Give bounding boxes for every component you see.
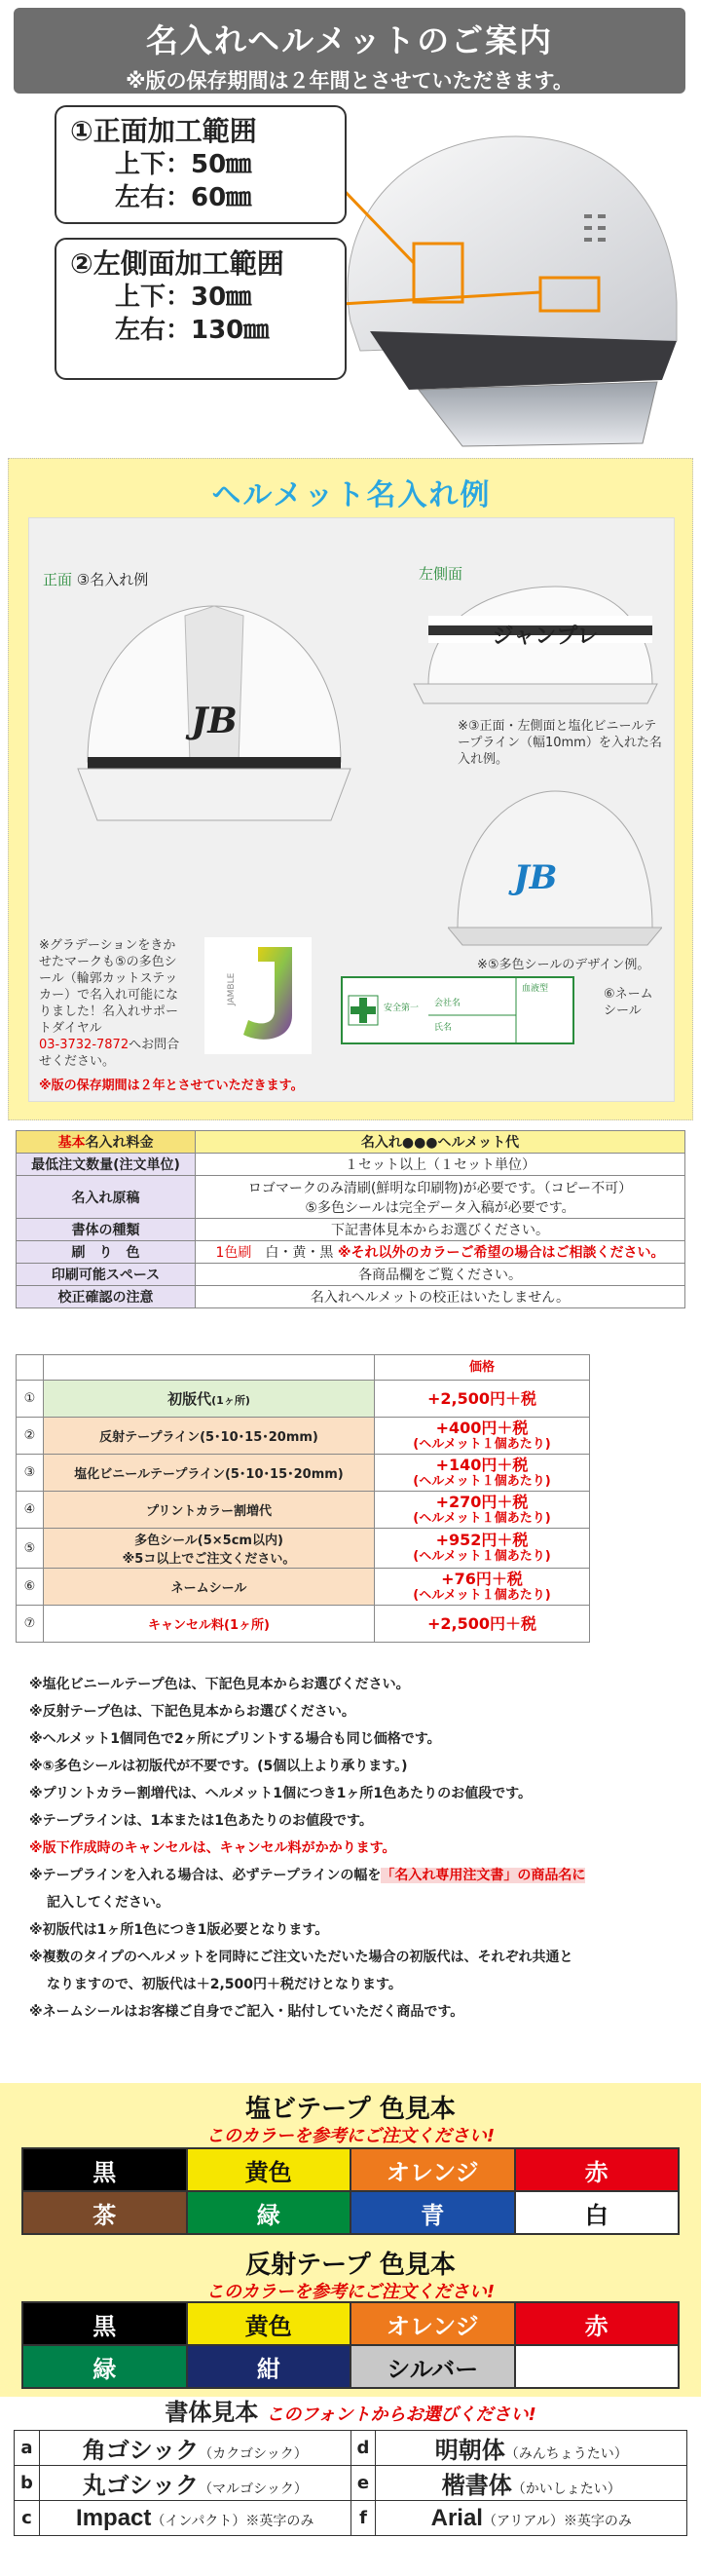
front-range-vertical: 上下：50㎜ (115, 150, 252, 179)
note-item: 記入してください。 (47, 1895, 169, 1911)
helmet-illustration (292, 97, 691, 448)
note-item: ※ネームシールはお客様ご自身でご記入・貼付していただく商品です。 (29, 2004, 464, 2020)
table-row: 書体の種類 下記書体見本からお選びください。 (17, 1219, 685, 1241)
color-swatch: 赤 (515, 2148, 680, 2191)
support-dial: 03-3732-7872 (39, 1038, 129, 1052)
notes-list (29, 1671, 682, 2026)
jb-logo: JB (191, 701, 238, 741)
side-banner-text: ジャンプレ (492, 625, 599, 649)
table-row: ⑥ ネームシール +76円＋税 (ヘルメット１個あたり) (17, 1569, 590, 1606)
color-swatch: 紺 (187, 2345, 351, 2388)
table-row: 最低注文数量(注文単位) １セット以上（１セット単位） (17, 1154, 685, 1176)
note-item: ※塩化ビニールテープ色は、下記色見本からお選びください。 (29, 1677, 410, 1692)
name-seal-image (341, 976, 574, 1044)
front-range-callout (55, 105, 347, 224)
svg-text:氏名: 氏名 (434, 1023, 453, 1033)
font-sample-title: 書体見本 このフォントからお選びください! (165, 2399, 536, 2426)
pvc-title: 塩ビテープ 色見本 (245, 2095, 456, 2124)
table-row: ⑤ 多色シール(5×5cm以内) ※5コ以上でご注文ください。 +952円＋税 (ヘルメット１個あたり) (17, 1529, 590, 1569)
font-sample-table (14, 2430, 687, 2536)
front-range-title: ①正面加工範囲 (70, 115, 257, 147)
note-item: ※プリントカラー割増代は、ヘルメット1個につき1ヶ所1色あたりのお値段です。 (29, 1786, 533, 1801)
table-row: 名入れ原稿 ロゴマークのみ清刷(鮮明な印刷物)が必要です。（コピー不可） ⑤多色シールは完全データ入稿が必要です。 (17, 1176, 685, 1219)
table-row: 基本名入れ料金 名入れ●●●ヘルメット代 (17, 1131, 685, 1154)
color-swatch: 茶 (22, 2191, 187, 2234)
left-range-title: ②左側面加工範囲 (70, 247, 284, 280)
j-logo-image (204, 937, 312, 1054)
table-row: ③ 塩化ビニールテープライン(5･10･15･20mm) +140円＋税 (ヘルメット１個あたり) (17, 1455, 590, 1492)
title-band (14, 8, 685, 94)
svg-text:血液型: 血液型 (522, 984, 549, 994)
naming-example-section (8, 458, 693, 1120)
pvc-color-grid (21, 2147, 680, 2235)
left-range-vertical: 上下：30㎜ (115, 283, 252, 312)
color-swatch: 緑 (187, 2191, 351, 2234)
note-item: ※版下作成時のキャンセルは、キャンセル料がかかります。 (29, 1840, 396, 1856)
table-row: b 丸ゴシック（マルゴシック） e 楷書体（かいしょたい） (15, 2466, 687, 2501)
note-item: ※テープラインを入れる場合は、必ずテープラインの幅を「名入れ専用注文書」の商品名に (29, 1868, 586, 1883)
page-subtitle: ※版の保存期間は２年間とさせていただきます。 (126, 69, 573, 93)
color-swatch: 黒 (22, 2302, 187, 2345)
note-item: ※テープラインは、1本または1色あたりのお値段です。 (29, 1813, 373, 1829)
color-swatch: 青 (350, 2191, 515, 2234)
table-row: c Impact（インパクト）※英字のみ f Arial（アリアル）※英字のみ (15, 2501, 687, 2536)
color-swatch: 黄色 (187, 2302, 351, 2345)
tape-note: ※③正面・左側面と塩化ビニールテープライン（幅10mm）を入れた名入れ例。 (458, 719, 662, 767)
reflect-title: 反射テープ 色見本 (245, 2251, 456, 2280)
table-row: 刷 り 色 1色刷 白・黄・黒 ※それ以外のカラーご希望の場合はご相談ください。 (17, 1241, 685, 1264)
svg-text:安全第一: 安全第一 (384, 1004, 420, 1013)
table-row: ② 反射テープライン(5･10･15･20mm) +400円＋税 (ヘルメット１個あたり) (17, 1418, 590, 1455)
retention-footnote: ※版の保存期間は２年とさせていただきます。 (39, 1079, 304, 1093)
note-item: なりますので、初版代は＋2,500円＋税だけとなります。 (47, 1977, 402, 1992)
svg-text:会社名: 会社名 (434, 999, 461, 1008)
color-swatch (515, 2345, 680, 2388)
table-row: ⑦ キャンセル料(1ヶ所) +2,500円＋税 (17, 1606, 590, 1643)
note-item: ※初版代は1ヶ所1色につき1版必要となります。 (29, 1922, 329, 1938)
front-helmet-image (68, 596, 360, 840)
svg-text:JAMBLE: JAMBLE (227, 972, 237, 1005)
table-row: ④ プリントカラー割増代 +270円＋税 (ヘルメット１個あたり) (17, 1492, 590, 1529)
color-swatch: シルバー (350, 2345, 515, 2388)
color-swatch: 黒 (22, 2148, 187, 2191)
table-row: 印刷可能スペース 各商品欄をご覧ください。 (17, 1264, 685, 1286)
reflect-subtitle: このカラーを参考にご注文ください! (205, 2282, 496, 2302)
multicolor-note: ※⑤多色シールのデザイン例。 (477, 958, 650, 972)
example-title: ヘルメット名入れ例 (211, 478, 492, 512)
multicolor-helmet-image (448, 781, 662, 947)
pvc-subtitle: このカラーを参考にご注文ください! (205, 2126, 496, 2146)
note-item: ※複数のタイプのヘルメットを同時にご注文いただいた場合の初版代は、それぞれ共通と (29, 1950, 573, 1965)
front-label: 正面 ③名入れ例 (43, 571, 149, 588)
example-photo (28, 517, 675, 1102)
note-item: ※反射テープ色は、下記色見本からお選びください。 (29, 1704, 355, 1720)
gradient-note: ※グラデーションをきかせたマークも⑤の多色シール（輪郭カットステッカー）で名入れ可能になりました！名入れサポートダイヤル 03-3732-7872へお問合せください。 (39, 938, 180, 1069)
side-label: 左側面 (419, 565, 463, 583)
table-row: 校正確認の注意 名入れヘルメットの校正はいたしません。 (17, 1286, 685, 1308)
color-swatch: オレンジ (350, 2302, 515, 2345)
left-range-horizontal: 左右：130㎜ (115, 316, 270, 345)
color-swatch: オレンジ (350, 2148, 515, 2191)
header-section (0, 0, 701, 448)
table-row: ① 初版代(1ヶ所) +2,500円＋税 (17, 1381, 590, 1418)
page-title: 名入れヘルメットのご案内 (145, 21, 554, 59)
left-range-callout (55, 238, 347, 380)
color-swatch: 緑 (22, 2345, 187, 2388)
name-seal-label: ⑥ネームシール (604, 987, 653, 1018)
note-item: ※⑤多色シールは初版代が不要です。(5個以上より承ります。) (29, 1759, 408, 1774)
table-row: 価格 (17, 1355, 590, 1381)
price-table (16, 1354, 590, 1643)
color-swatch: 黄色 (187, 2148, 351, 2191)
note-item: ※ヘルメット1個同色で2ヶ所にプリントする場合も同じ価格です。 (29, 1731, 441, 1747)
table-row: a 角ゴシック（カクゴシック） d 明朝体（みんちょうたい） (15, 2431, 687, 2466)
svg-text:JB: JB (513, 858, 558, 897)
color-swatch: 赤 (515, 2302, 680, 2345)
color-swatch: 白 (515, 2191, 680, 2234)
side-helmet-image (409, 577, 662, 713)
reflect-color-grid (21, 2301, 680, 2389)
front-range-horizontal: 左右：60㎜ (115, 183, 252, 212)
info-table (16, 1130, 685, 1308)
